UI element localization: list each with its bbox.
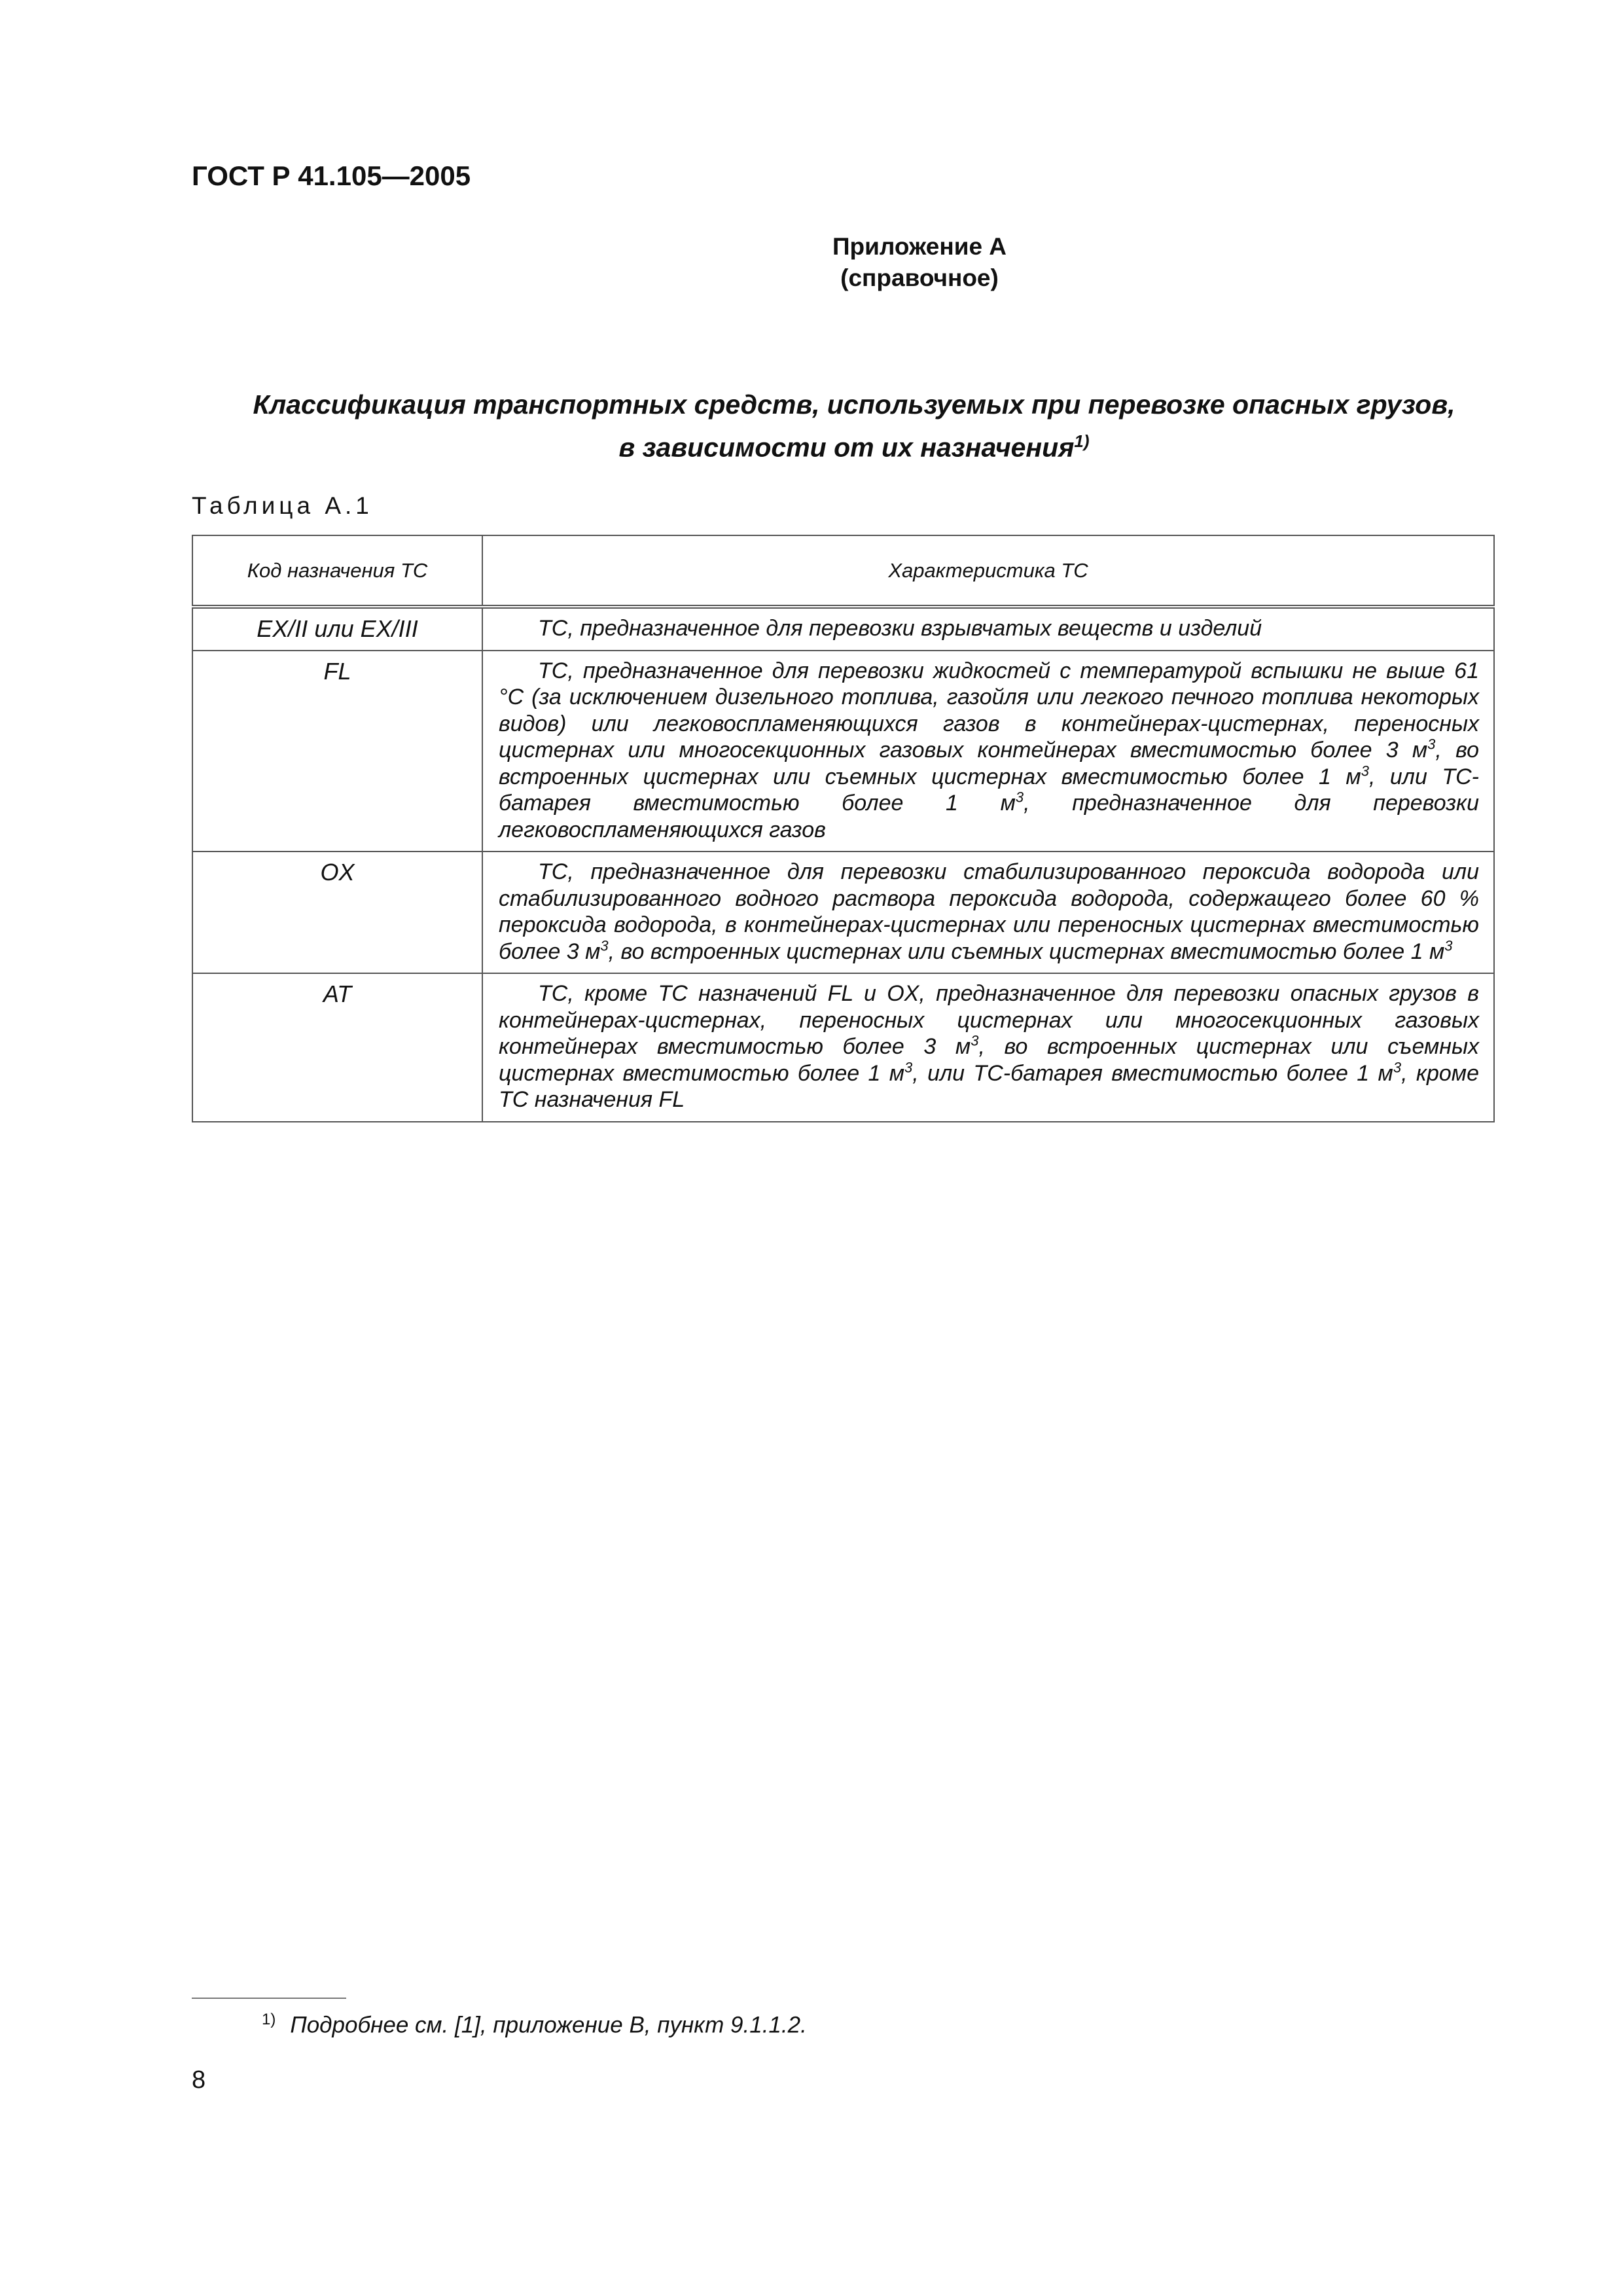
column-header-description: Характеристика ТС <box>482 535 1494 607</box>
title-line-2-text: в зависимости от их назначения <box>618 432 1075 463</box>
appendix-status: (справочное) <box>840 264 999 291</box>
superscript: 3 <box>1361 762 1369 780</box>
row-code: EX/II или EX/III <box>192 607 482 651</box>
column-header-code: Код назначения ТС <box>192 535 482 607</box>
description-text: , кроме ТС назначения FL <box>499 1060 1480 1112</box>
row-description <box>482 973 1494 1122</box>
superscript: 3 <box>1393 1059 1402 1076</box>
footnote-mark: 1) <box>262 2011 276 2028</box>
superscript: 3 <box>600 937 609 954</box>
superscript: 3 <box>971 1032 979 1049</box>
row-code: FL <box>192 651 482 852</box>
table-caption <box>192 492 373 520</box>
description-text: , или ТС-батарея вместимостью более 1 м <box>912 1060 1393 1086</box>
footnote-text: Подробнее см. [1], приложение В, пункт 9.1.1.2. <box>290 2012 807 2038</box>
table-row <box>192 852 1494 973</box>
description-text: ТС, кроме ТС назначений FL и OX, предназначенное для перевозки опасных грузов в контейнерах-цистернах, переносных цистернах или многосекционных газовых контейнерах вместимостью более 3 м <box>499 981 1479 1059</box>
appendix-heading <box>0 231 1623 294</box>
page-number: 8 <box>192 2066 206 2094</box>
title-line-1: Классификация транспортных средств, используемых при перевозке опасных грузов, <box>253 389 1455 420</box>
table-row <box>192 607 1494 651</box>
row-description <box>482 651 1494 852</box>
description-text: , или ТС-батарея вместимостью более 1 м <box>499 764 1479 816</box>
description-text: , во встроенных цистернах или съемных цистернах вместимостью более 1 м <box>608 939 1445 964</box>
table-row <box>192 651 1494 852</box>
superscript: 3 <box>904 1059 913 1076</box>
table-row <box>192 973 1494 1122</box>
superscript: 3 <box>1427 736 1436 753</box>
superscript: 3 <box>1444 937 1453 954</box>
description-text: ТС, предназначенное для перевозки жидкостей с температурой вспышки не выше 61 °С (за исключением дизельного топлива, газойля или легкого печного топлива некоторых видов) или легковоспламеняющихся газов в контейнерах-цистернах, переносных цистернах или многосекционных газовых контейнерах вместимостью более 3 м <box>499 658 1479 762</box>
standard-designation: ГОСТ Р 41.105—2005 <box>192 160 471 191</box>
row-description: ТС, предназначенное для перевозки взрывчатых веществ и изделий <box>482 607 1494 651</box>
row-description <box>482 852 1494 973</box>
document-title <box>196 386 1512 466</box>
table-header-row <box>192 535 1494 607</box>
row-code: AT <box>192 973 482 1122</box>
description-text: , во встроенных цистернах или съемных цистернах вместимостью более 1 м <box>499 738 1479 789</box>
table-caption-text: Таблица А.1 <box>192 492 373 519</box>
title-line-2 <box>196 423 1512 466</box>
classification-table <box>192 535 1495 1122</box>
description-text: , во встроенных цистернах или съемных цистернах вместимостью более 1 м <box>499 1034 1480 1086</box>
appendix-label: Приложение А <box>832 233 1007 260</box>
footnote-divider <box>192 1998 346 1999</box>
description-text: , предназначенное для перевозки легковоспламеняющихся газов <box>499 791 1480 842</box>
superscript: 3 <box>1015 789 1024 806</box>
title-footnote-mark: 1) <box>1074 431 1090 451</box>
description-text: ТС, предназначенное для перевозки стабилизированного пероксида водорода или стабилизированного водного раствора пероксида водорода, содержащего более 60 % пероксида водорода, в контейнерах-цистернах или переносных цистернах вместимостью более 3 м <box>499 859 1479 964</box>
row-code: OX <box>192 852 482 973</box>
footnote <box>262 2011 807 2039</box>
